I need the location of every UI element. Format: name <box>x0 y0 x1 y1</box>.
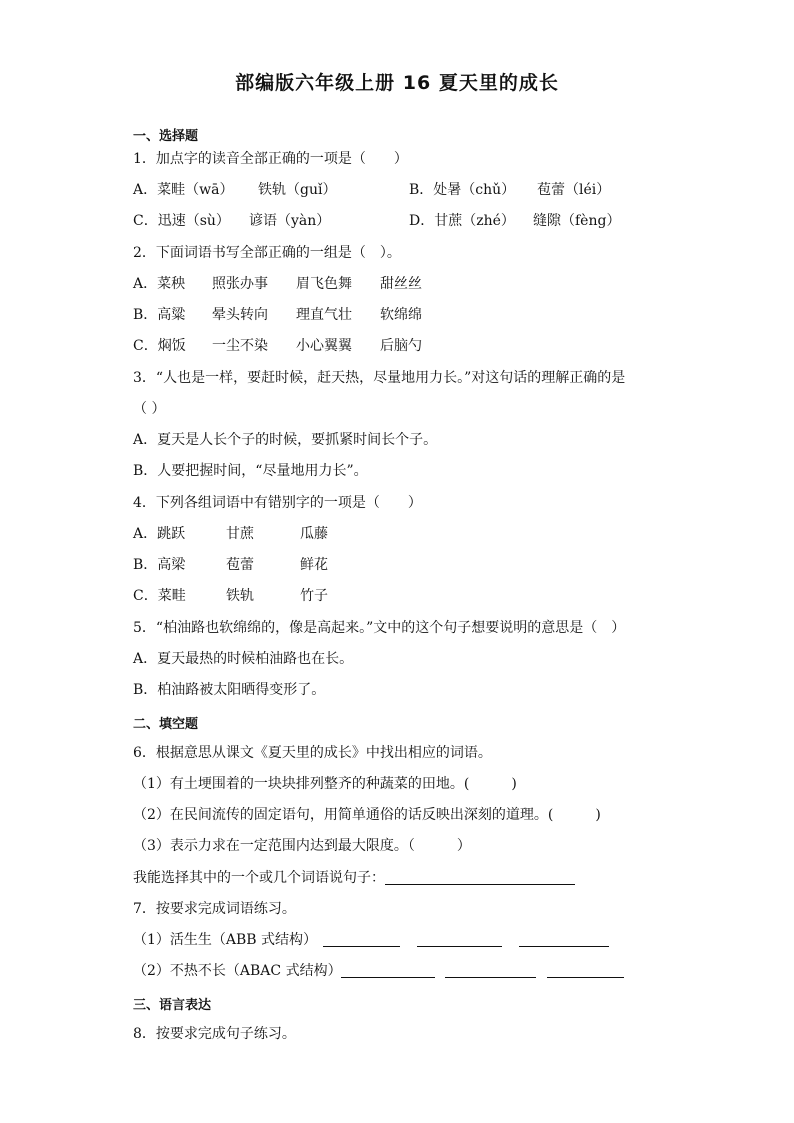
question-1-stem: 1．加点字的读音全部正确的一项是（ ） <box>133 151 408 167</box>
q2-option-b-word: 软绵绵 <box>380 307 422 323</box>
q7-item-2-answer-line[interactable] <box>445 976 536 978</box>
section-heading-choice: 一、选择题 <box>133 129 199 144</box>
q1-option-c-word1: C．迅速（sù） <box>133 213 230 229</box>
q7-item-1: （1）活生生（ABB 式结构） <box>133 932 318 948</box>
section-heading-fill-blank: 二、填空题 <box>133 717 199 732</box>
q2-option-c-word: 后脑勺 <box>380 338 422 354</box>
question-3-paren: （ ） <box>133 401 166 417</box>
q5-option-a: A．夏天最热的时候柏油路也在长。 <box>133 651 354 667</box>
q1-option-b-word2: 苞蕾（léi） <box>537 182 611 198</box>
q6-sentence-prompt: 我能选择其中的一个或几个词语说句子： <box>133 870 385 886</box>
page-title: 部编版六年级上册 16 夏天里的成长 <box>235 72 559 94</box>
question-3-stem: 3．“人也是一样，要赶时候，赶天热，尽量地用力长。”对这句话的理解正确的是 <box>133 370 626 386</box>
question-6-stem: 6．根据意思从课文《夏天里的成长》中找出相应的词语。 <box>133 745 492 761</box>
q7-item-1-answer-line[interactable] <box>323 945 400 947</box>
q2-option-a-label: A．菜秧 <box>133 276 186 292</box>
question-8-stem: 8．按要求完成句子练习。 <box>133 1026 296 1042</box>
q7-item-2: （2）不热不长（ABAC 式结构） <box>133 963 342 979</box>
q4-option-a-word: 甘蔗 <box>226 526 254 542</box>
q6-item-2: （2）在民间流传的固定语句，用简单通俗的话反映出深刻的道理。( ) <box>133 807 601 823</box>
q7-item-1-answer-line[interactable] <box>519 945 609 947</box>
q4-option-a-label: A．跳跃 <box>133 526 186 542</box>
q2-option-a-word: 眉飞色舞 <box>296 276 352 292</box>
q2-option-b-word: 晕头转向 <box>212 307 268 323</box>
q7-item-1-answer-line[interactable] <box>417 945 502 947</box>
q1-option-a-word1: A．菜畦（wā） <box>133 182 234 198</box>
q1-option-a-word2: 铁轨（guǐ） <box>258 182 337 198</box>
q6-item-1: （1）有土埂围着的一块块排列整齐的种蔬菜的田地。( ) <box>133 776 517 792</box>
q4-option-b-label: B．高梁 <box>133 557 186 573</box>
q2-option-c-word: 小心翼翼 <box>296 338 352 354</box>
question-5-stem: 5．“柏油路也软绵绵的，像是高起来。”文中的这个句子想要说明的意思是（ ） <box>133 620 626 636</box>
q7-item-2-answer-line[interactable] <box>341 976 435 978</box>
q3-option-b: B．人要把握时间，“尽量地用力长”。 <box>133 463 368 479</box>
q5-option-b: B．柏油路被太阳晒得变形了。 <box>133 682 326 698</box>
q4-option-c-label: C．菜畦 <box>133 588 186 604</box>
q6-sentence-answer-line[interactable] <box>385 883 575 885</box>
q7-item-2-answer-line[interactable] <box>547 976 624 978</box>
q4-option-b-word: 苞蕾 <box>226 557 254 573</box>
q1-option-c-word2: 谚语（yàn） <box>249 213 331 229</box>
q2-option-a-word: 甜丝丝 <box>380 276 422 292</box>
q2-option-c-word: 一尘不染 <box>212 338 268 354</box>
section-heading-language-expression: 三、语言表达 <box>133 998 212 1013</box>
q2-option-b-label: B．高粱 <box>133 307 186 323</box>
q2-option-a-word: 照张办事 <box>212 276 268 292</box>
q4-option-a-word: 瓜藤 <box>300 526 328 542</box>
q1-option-d-word1: D．甘蔗（zhé） <box>409 213 515 229</box>
question-2-stem: 2．下面词语书写全部正确的一组是（ ）。 <box>133 245 401 261</box>
q2-option-b-word: 理直气壮 <box>296 307 352 323</box>
q3-option-a: A．夏天是人长个子的时候，要抓紧时间长个子。 <box>133 432 438 448</box>
q6-item-3: （3）表示力求在一定范围内达到最大限度。（ ） <box>133 838 471 854</box>
question-7-stem: 7．按要求完成词语练习。 <box>133 901 296 917</box>
q4-option-c-word: 铁轨 <box>226 588 254 604</box>
q4-option-c-word: 竹子 <box>300 588 328 604</box>
q2-option-c-label: C．焖饭 <box>133 338 186 354</box>
question-4-stem: 4．下列各组词语中有错别字的一项是（ ） <box>133 495 422 511</box>
q4-option-b-word: 鲜花 <box>300 557 328 573</box>
q1-option-b-word1: B．处暑（chǔ） <box>409 182 516 198</box>
q1-option-d-word2: 缝隙（fèng） <box>533 213 621 229</box>
